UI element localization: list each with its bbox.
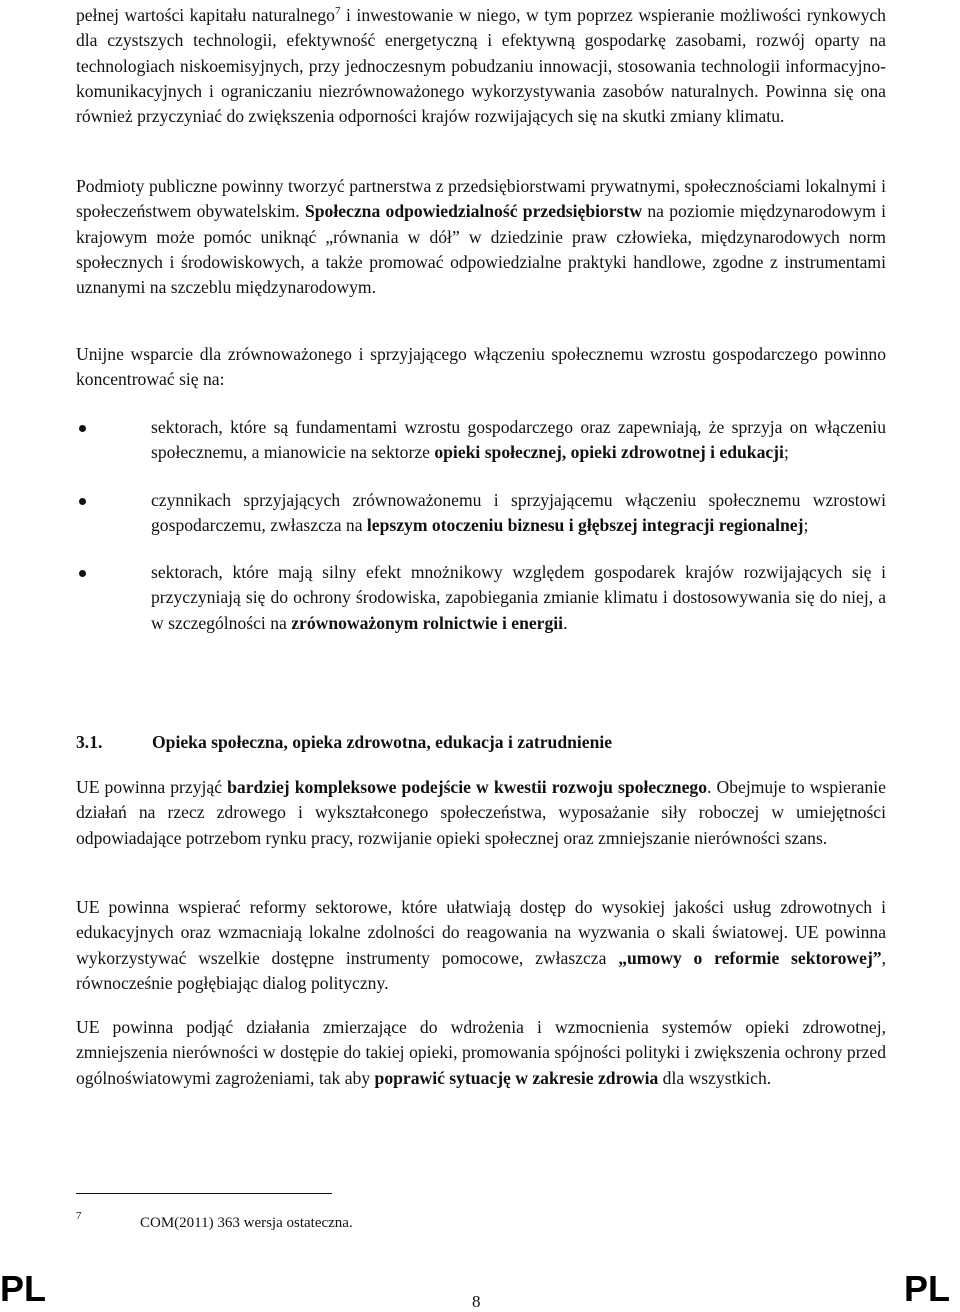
paragraph-text: , równocześnie pogłębiając dialog polityczny.	[76, 947, 887, 993]
list-item	[76, 488, 886, 539]
list-item-text: czynnikach sprzyjających zrównoważonemu i sprzyjającemu włączeniu społecznemu wzrostowi gospodarczemu, zwłaszcza na	[151, 489, 886, 535]
bullet-list	[76, 415, 886, 636]
paragraph-eu-support	[76, 342, 886, 393]
paragraph-text: UE powinna wspierać reformy sektorowe, które ułatwiają dostęp do wysokiej jakości usług zdrowotnych i edukacyjnych oraz wzmacniają lokalne zdolności do reagowania na wyzwania o skali światowej. UE powinna wykorzystywać wszelkie dostępne instrumenty pomocowe, zwłaszcza	[76, 897, 886, 968]
section-number: 3.1.	[76, 732, 103, 752]
language-code-right: PL	[904, 1268, 951, 1309]
list-item-text: .	[563, 612, 568, 633]
bullet-icon	[79, 425, 86, 432]
bold-phrase: Społeczna odpowiedzialność przedsiębiorstw	[304, 201, 643, 222]
list-item-text: sektorach, które są fundamentami wzrostu gospodarczego oraz zapewniają, że sprzyja on włączeniu społecznemu, a mianowicie na sektorze	[151, 417, 886, 463]
language-code-left: PL	[0, 1268, 47, 1309]
paragraph-sector-reforms	[76, 895, 886, 996]
paragraph-text: dla wszystkich.	[658, 1067, 772, 1088]
bold-phrase: „umowy o reformie sektorowej”	[618, 947, 882, 968]
paragraph-text: Podmioty publiczne powinny tworzyć partnerstwa z przedsiębiorstwami prywatnymi, społecznościami lokalnymi i społeczeństwem obywatelskim.	[76, 176, 886, 222]
list-item-text: ;	[803, 514, 809, 535]
list-item	[76, 560, 886, 636]
paragraph-text: UE powinna podjąć działania zmierzające do wdrożenia i wzmocnienia systemów opieki zdrowotnej, zmniejszenia nierówności w dostępie do takiej opieki, promowania spójności polityki i zwiększenia ochrony przed ogólnoświatowymi zagrożeniami, tak aby	[76, 1017, 886, 1088]
paragraph-text: . Obejmuje to wspieranie działań na rzecz zdrowego i wykształconego społeczeństwa, wyposażanie siły roboczej w umiejętności odpowiadające potrzebom rynku pracy, rozwijanie opieki społecznej oraz zmniejszanie nierówności szans.	[76, 777, 886, 848]
footnote-reference[interactable]: 7	[334, 5, 341, 18]
bold-phrase: bardziej kompleksowe podejście w kwestii rozwoju społecznego	[227, 777, 707, 797]
bold-phrase: lepszym otoczeniu biznesu i głębszej integracji regionalnej	[366, 514, 804, 535]
bullet-icon	[79, 570, 86, 577]
footnote-separator	[76, 1193, 332, 1194]
page-number: 8	[472, 1292, 481, 1311]
paragraph-text: i inwestowanie w niego, w tym poprzez wspieranie możliwości rynkowych dla czystszych technologii, efektywność energetyczną i efektywną gospodarkę zasobami, rozwój oparty na technologiach niskoemisyjnych, przy jednoczesnym pobudzaniu innowacji, stosowania technologii informacyjno-komunikacyjnych i ograniczaniu niezrównoważonego wykorzystywania zasobów naturalnych. Powinna się ona również przyczyniać do zwiększenia odporności krajów rozwijających się na skutki zmiany klimatu.	[76, 5, 886, 127]
paragraph-text: Unijne wsparcie dla zrównoważonego i sprzyjającego włączeniu społecznemu wzrostu gospodarczego powinno koncentrować się na:	[76, 344, 886, 390]
paragraph-natural-capital	[76, 3, 886, 129]
paragraph-text: UE powinna przyjąć	[76, 777, 228, 797]
bold-phrase: opieki społecznej, opieki zdrowotnej i edukacji	[434, 442, 784, 463]
footnote-number: 7	[76, 1210, 82, 1222]
section-heading	[76, 730, 886, 755]
paragraph-text: pełnej wartości kapitału naturalnego	[76, 5, 335, 25]
paragraph-text: na poziomie międzynarodowym i krajowym może pomóc uniknąć „równania w dół” w dziedzinie praw człowieka, międzynarodowych norm społecznych i środowiskowych, a także promować odpowiedzialne praktyki handlowe, zgodne z instrumentami uznanymi na szczeblu międzynarodowym.	[76, 201, 886, 298]
section-title: Opieka społeczna, opieka zdrowotna, edukacja i zatrudnienie	[152, 732, 613, 752]
list-item-text: ;	[783, 442, 789, 463]
bullet-icon	[79, 498, 86, 505]
footnote	[76, 1210, 353, 1232]
paragraph-public-entities	[76, 174, 886, 300]
paragraph-health-systems	[76, 1015, 886, 1091]
paragraph-social-development	[76, 775, 886, 851]
bold-phrase: zrównoważonym rolnictwie i energii	[291, 612, 564, 633]
bold-phrase: poprawić sytuację w zakresie zdrowia	[374, 1067, 659, 1088]
list-item	[76, 415, 886, 466]
footnote-text: COM(2011) 363 wersja ostateczna.	[140, 1215, 353, 1231]
list-item-text: sektorach, które mają silny efekt mnożnikowy względem gospodarek krajów rozwijających się i przyczyniają się do ochrony środowiska, zapobiegania zmianie klimatu i dostosowywania się do niej, a w szczególności na	[151, 562, 886, 633]
